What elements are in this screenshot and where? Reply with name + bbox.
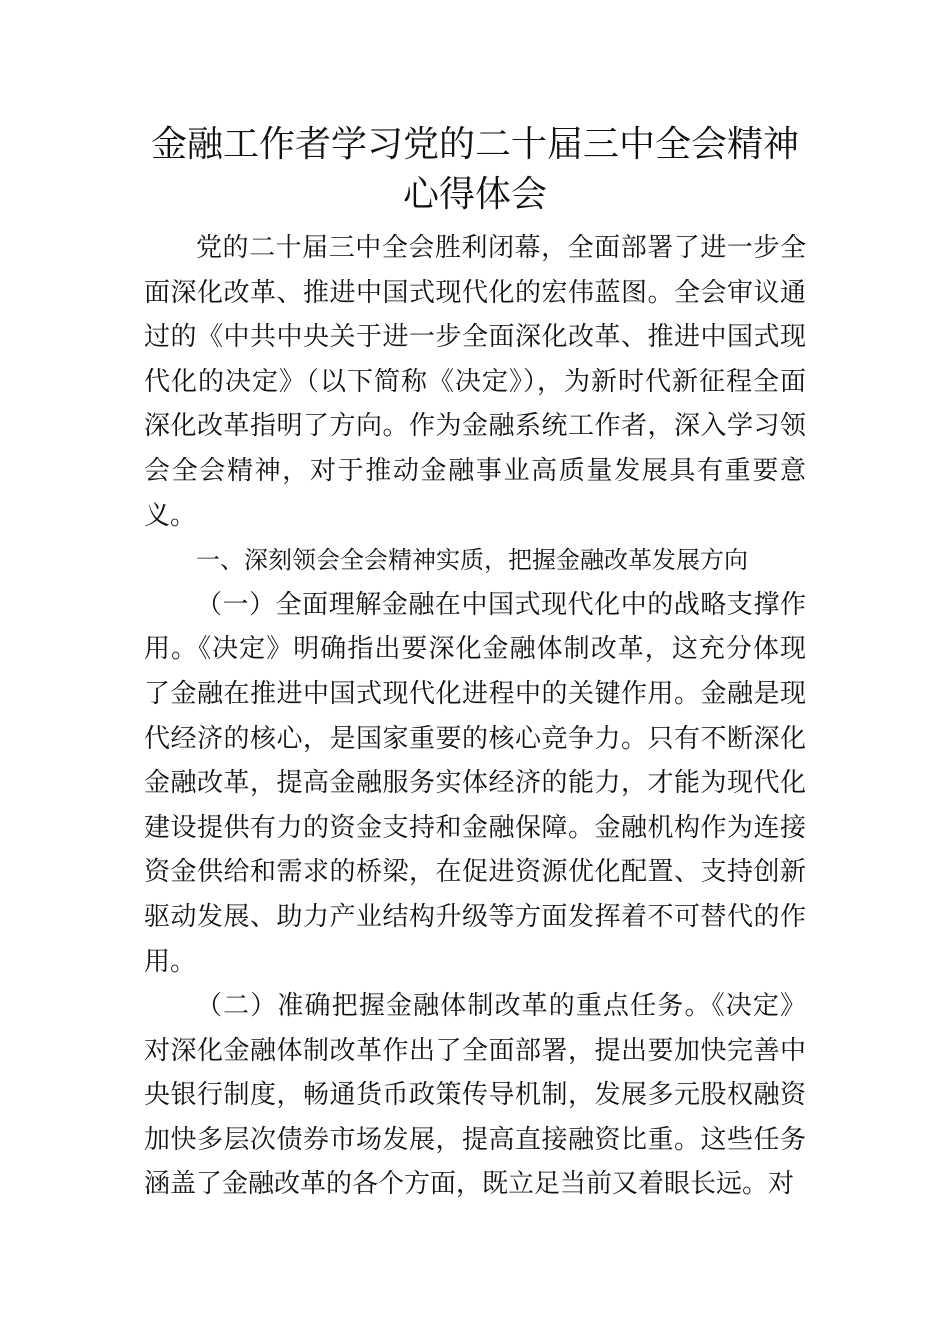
section-heading-1: 一、深刻领会全会精神实质，把握金融改革发展方向	[196, 546, 748, 575]
document-title	[144, 120, 806, 220]
title-line-1: 金融工作者学习党的二十届三中全会精神	[150, 124, 799, 165]
title-line-2: 心得体会	[402, 174, 547, 215]
paragraph-section-1-2: （二）准确把握金融体制改革的重点任务。《决定》对深化金融体制改革作出了全面部署，提出要加快完善中央银行制度，畅通货币政策传导机制，发展多元股权融资加快多层次债券市场发展，提高直接融资比重。这些任务涵盖了金融改革的各个方面，既立足当前又着眼长远。对	[144, 991, 806, 1200]
document-body	[144, 226, 806, 1207]
paragraph-intro: 党的二十届三中全会胜利闭幕，全面部署了进一步全面深化改革、推进中国式现代化的宏伟蓝图。全会审议通过的《中共中央关于进一步全面深化改革、推进中国式现代化的决定》（以下简称《决定》），为新时代新征程全面深化改革指明了方向。作为金融系统工作者，深入学习领会全会精神，对于推动金融事业高质量发展具有重要意义。	[144, 233, 806, 531]
paragraph-section-1-1: （一）全面理解金融在中国式现代化中的战略支撑作用。《决定》明确指出要深化金融体制改革，这充分体现了金融在推进中国式现代化进程中的关键作用。金融是现代经济的核心，是国家重要的核心竞争力。只有不断深化金融改革，提高金融服务实体经济的能力，才能为现代化建设提供有力的资金支持和金融保障。金融机构作为连接资金供给和需求的桥梁，在促进资源优化配置、支持创新驱动发展、助力产业结构升级等方面发挥着不可替代的作用。	[144, 589, 806, 977]
document-page	[144, 120, 806, 1207]
